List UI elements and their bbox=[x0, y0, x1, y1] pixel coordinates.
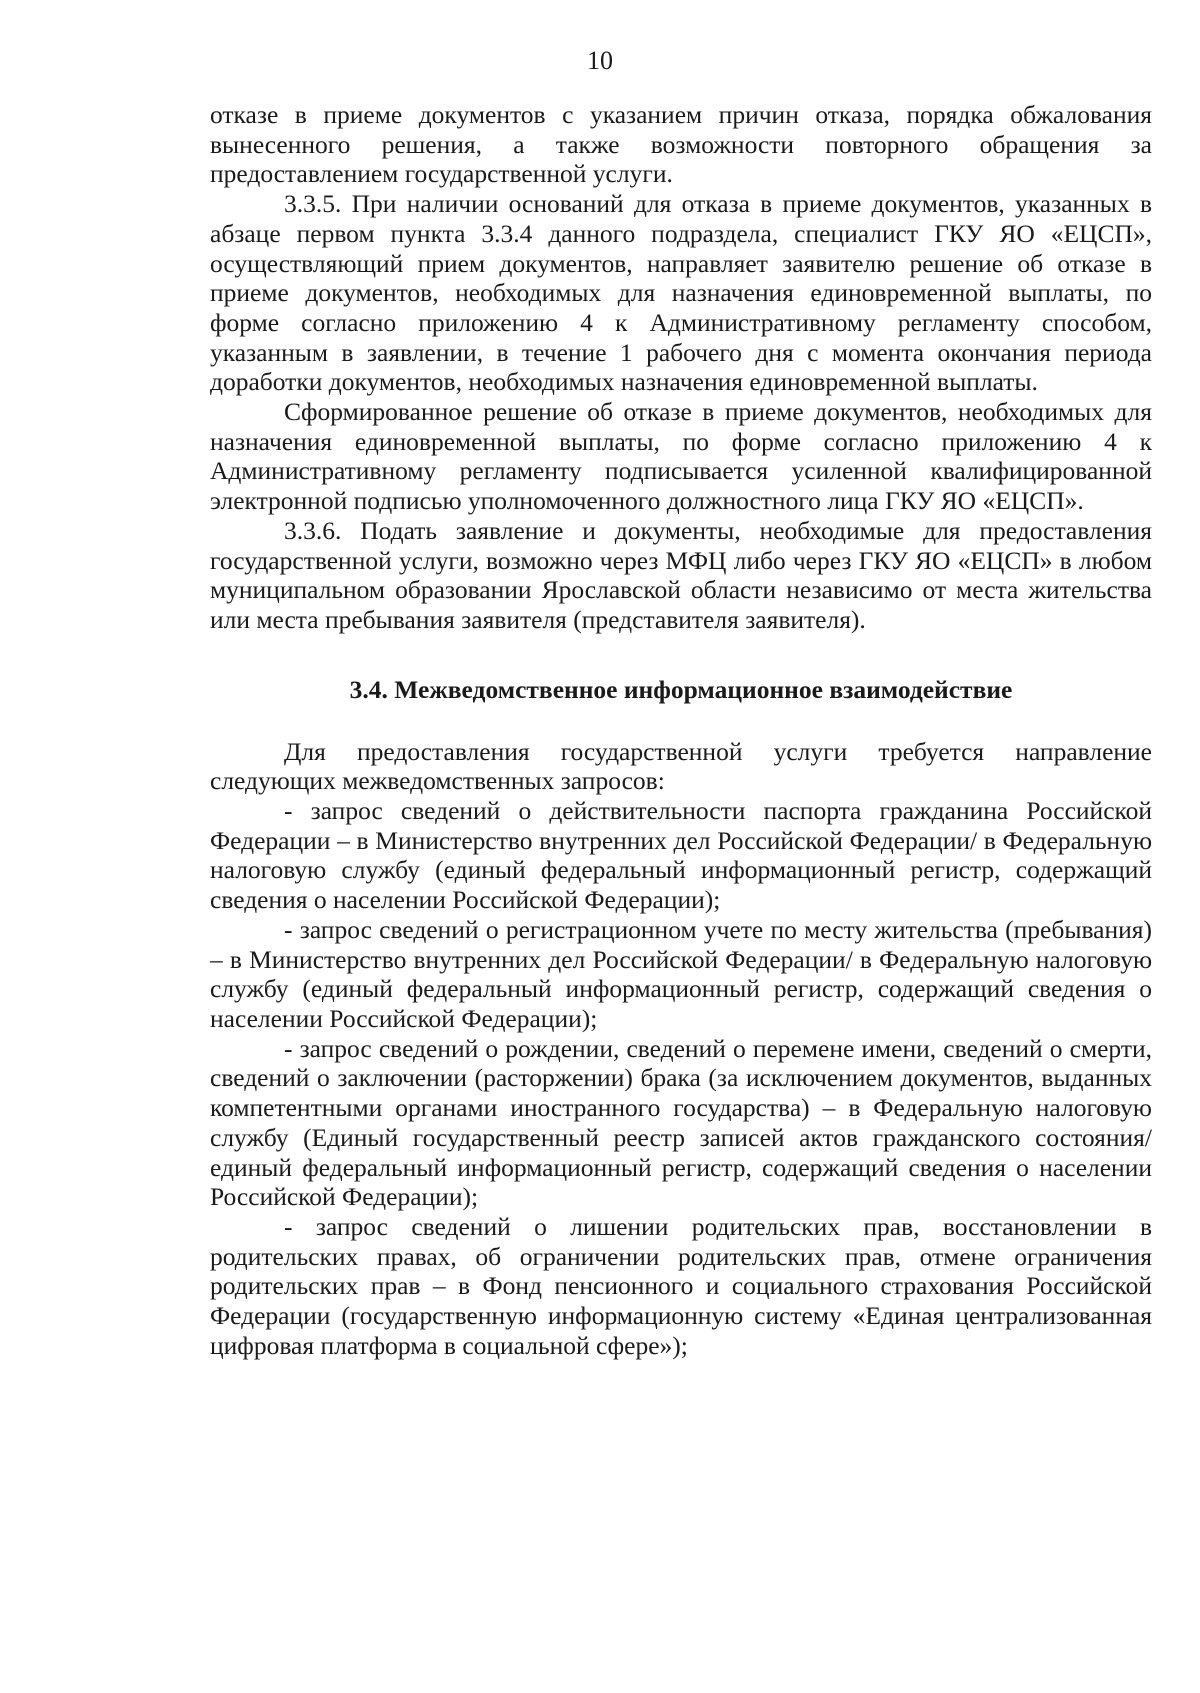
paragraph-3-3-5: 3.3.5. При наличии оснований для отказа в приеме документов, указанных в абзаце первом пункта 3.3.4 данного подраздела, специалист ГКУ ЯО «ЕЦСП», осуществляющий прием документов, направляет заявителю решение об отказе в приеме документов, необходимых для назначения единовременной выплаты, по форме согласно приложению 4 к Административному регламенту способом, указанным в заявлении, в течение 1 рабочего дня с момента окончания периода доработки документов, необходимых назначения единовременной выплаты. bbox=[210, 189, 1152, 397]
list-item-parental-rights-request: - запрос сведений о лишении родительских прав, восстановлении в родительских правах, об ограничении родительских прав, отмене ограничения родительских прав – в Фонд пенсионного и социального страхования Российской Федерации (государственную информационную систему «Единая централизованная цифровая платформа в социальной сфере»); bbox=[210, 1211, 1152, 1360]
paragraph-signed-decision: Сформированное решение об отказе в приеме документов, необходимых для назначения единовременной выплаты, по форме согласно приложению 4 к Административному регламенту подписывается усиленной квалифицированной электронной подписью уполномоченного должностного лица ГКУ ЯО «ЕЦСП». bbox=[210, 397, 1152, 516]
paragraph-continuation: отказе в приеме документов с указанием причин отказа, порядка обжалования вынесенного решения, а также возможности повторного обращения за предоставлением государственной услуги. bbox=[210, 100, 1152, 189]
list-item-registration-request: - запрос сведений о регистрационном учете по месту жительства (пребывания) – в Министерство внутренних дел Российской Федерации/ в Федеральную налоговую службу (единый федеральный информационный регистр, содержащий сведения о населении Российской Федерации); bbox=[210, 914, 1152, 1033]
paragraph-requests-intro: Для предоставления государственной услуги требуется направление следующих межведомственных запросов: bbox=[210, 736, 1152, 796]
document-body bbox=[210, 100, 1152, 1360]
list-item-civil-status-request: - запрос сведений о рождении, сведений о перемене имени, сведений о смерти, сведений о заключении (расторжении) брака (за исключением документов, выданных компетентными органами иностранного государства) – в Федеральную налоговую службу (Единый государственный реестр записей актов гражданского состояния/ единый федеральный информационный регистр, содержащий сведения о населении Российской Федерации); bbox=[210, 1033, 1152, 1212]
paragraph-3-3-6: 3.3.6. Подать заявление и документы, необходимые для предоставления государственной услуги, возможно через МФЦ либо через ГКУ ЯО «ЕЦСП» в любом муниципальном образовании Ярославской области независимо от места жительства или места пребывания заявителя (представителя заявителя). bbox=[210, 515, 1152, 634]
page-number: 10 bbox=[587, 46, 613, 75]
section-heading-3-4: 3.4. Межведомственное информационное взаимодействие bbox=[349, 674, 1013, 704]
list-item-passport-request: - запрос сведений о действительности паспорта гражданина Российской Федерации – в Министерство внутренних дел Российской Федерации/ в Федеральную налоговую службу (единый федеральный информационный регистр, содержащий сведения о населении Российской Федерации); bbox=[210, 796, 1152, 915]
